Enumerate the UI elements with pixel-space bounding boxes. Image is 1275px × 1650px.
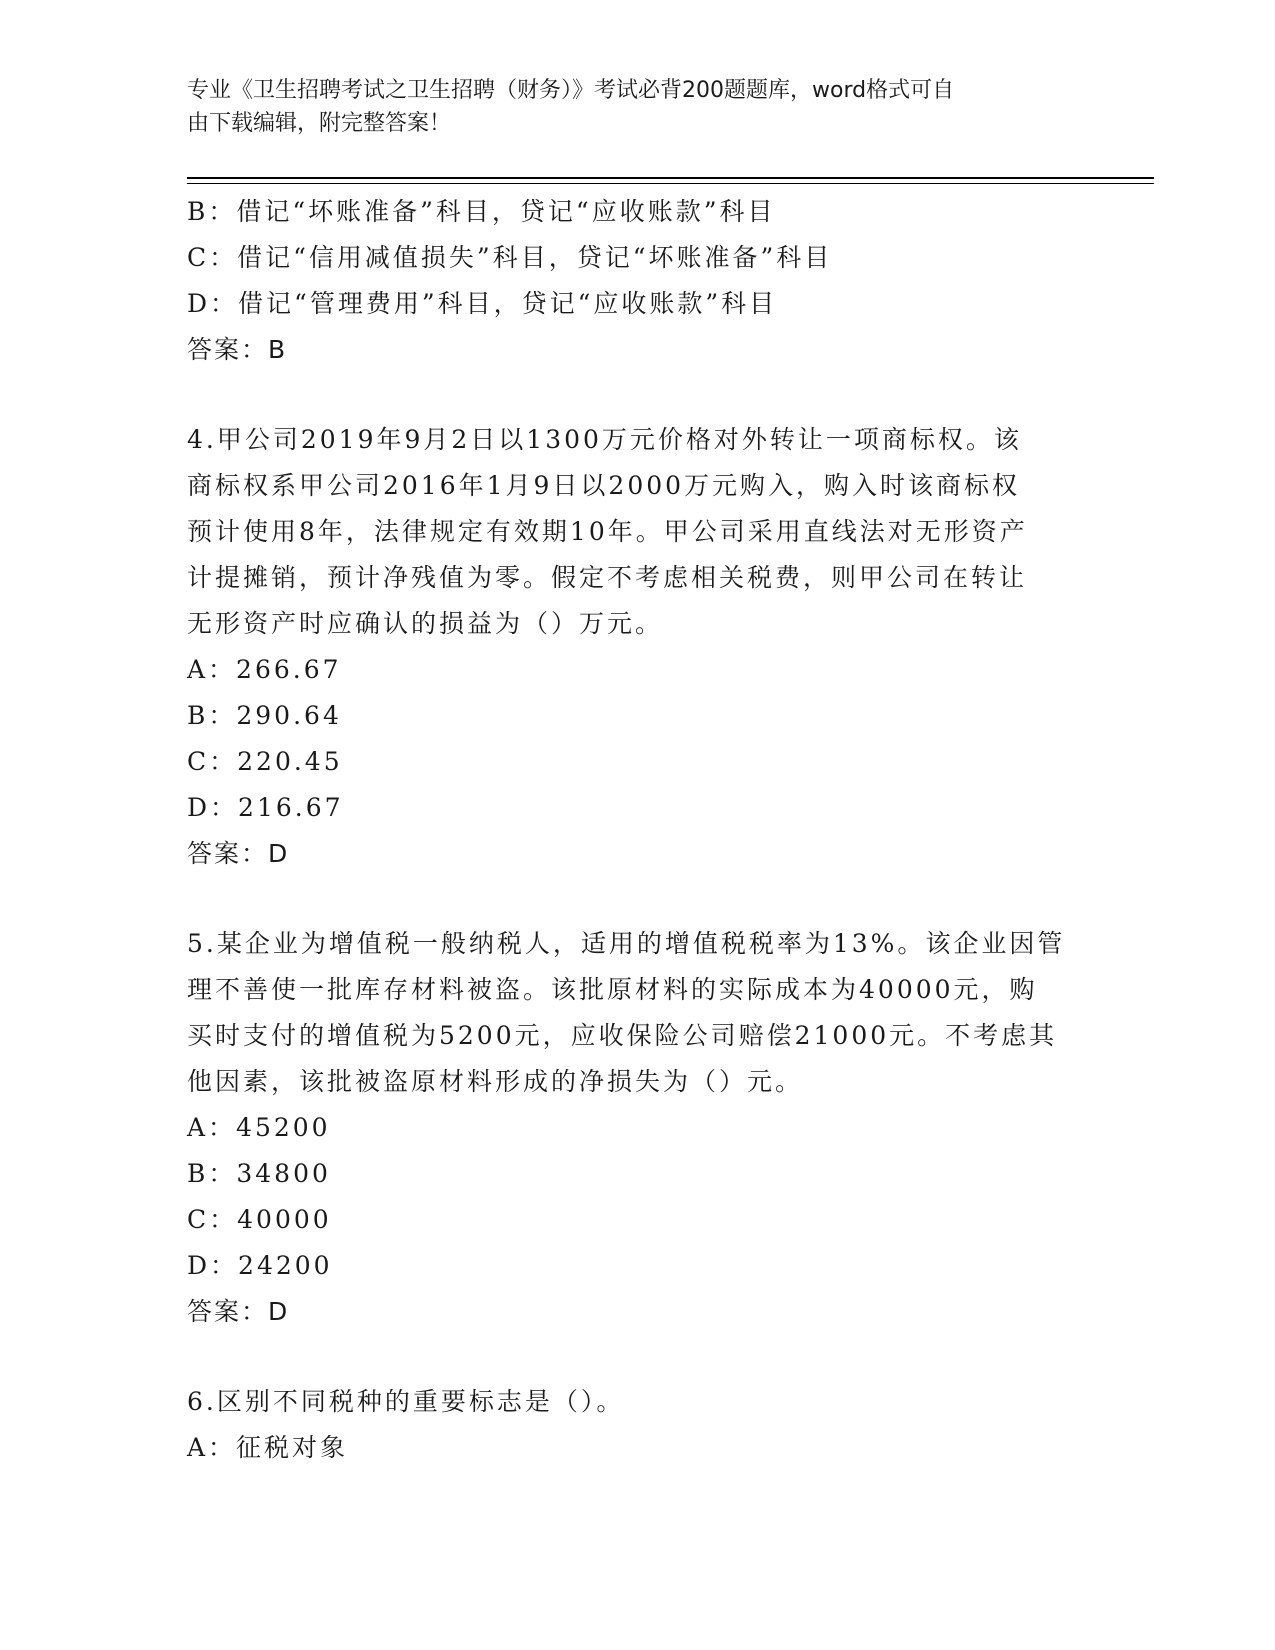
question-text-line: 预计使用8年，法律规定有效期10年。甲公司采用直线法对无形资产 [187, 517, 1028, 546]
answer: 答案：B [187, 335, 288, 364]
document-header [187, 74, 1067, 140]
spacer [187, 1335, 1087, 1379]
option-d: D：216.67 [187, 793, 344, 822]
question-text-line: 商标权系甲公司2016年1月9日以2000万元购入，购入时该商标权 [187, 471, 1021, 500]
option-d: D：借记“管理费用”科目，贷记“应收账款”科目 [187, 289, 778, 318]
question-text-line: 4.甲公司2019年9月2日以1300万元价格对外转让一项商标权。该 [187, 425, 1022, 454]
answer: 答案：D [187, 839, 290, 868]
spacer [187, 373, 1087, 417]
question-text-line: 6.区别不同税种的重要标志是（）。 [187, 1387, 625, 1416]
question-list [187, 189, 1087, 1471]
option-c: C：借记“信用减值损失”科目，贷记“坏账准备”科目 [187, 243, 833, 272]
option-a: A：45200 [187, 1113, 331, 1142]
question-5 [187, 921, 1087, 1335]
header-line: 专业《卫生招聘考试之卫生招聘（财务）》考试必背200题题库，word格式可自 [187, 78, 955, 103]
question-3 [187, 189, 1087, 373]
spacer [187, 877, 1087, 921]
question-4 [187, 417, 1087, 877]
option-c: C：220.45 [187, 747, 343, 776]
header-divider-thin [187, 183, 1154, 184]
question-text-line: 5.某企业为增值税一般纳税人，适用的增值税税率为13%。该企业因管 [187, 929, 1066, 958]
header-line: 由下载编辑，附完整答案！ [187, 111, 452, 136]
question-text-line: 计提摊销，预计净残值为零。假定不考虑相关税费，则甲公司在转让 [187, 563, 1028, 592]
question-text-line: 买时支付的增值税为5200元，应收保险公司赔偿21000元。不考虑其 [187, 1021, 1058, 1050]
question-text-line: 理不善使一批库存材料被盗。该批原材料的实际成本为40000元，购 [187, 975, 1038, 1004]
option-a: A：266.67 [187, 655, 342, 684]
option-c: C：40000 [187, 1205, 332, 1234]
option-b: B：290.64 [187, 701, 342, 730]
option-b: B：借记“坏账准备”科目，贷记“应收账款”科目 [187, 197, 776, 226]
answer: 答案：D [187, 1297, 290, 1326]
question-text-line: 无形资产时应确认的损益为（）万元。 [187, 609, 664, 638]
question-text-line: 他因素，该批被盗原材料形成的净损失为（）元。 [187, 1067, 804, 1096]
header-divider-thick [187, 177, 1154, 179]
question-6 [187, 1379, 1087, 1471]
option-b: B：34800 [187, 1159, 331, 1188]
option-a: A：征税对象 [187, 1433, 349, 1462]
option-d: D：24200 [187, 1251, 333, 1280]
